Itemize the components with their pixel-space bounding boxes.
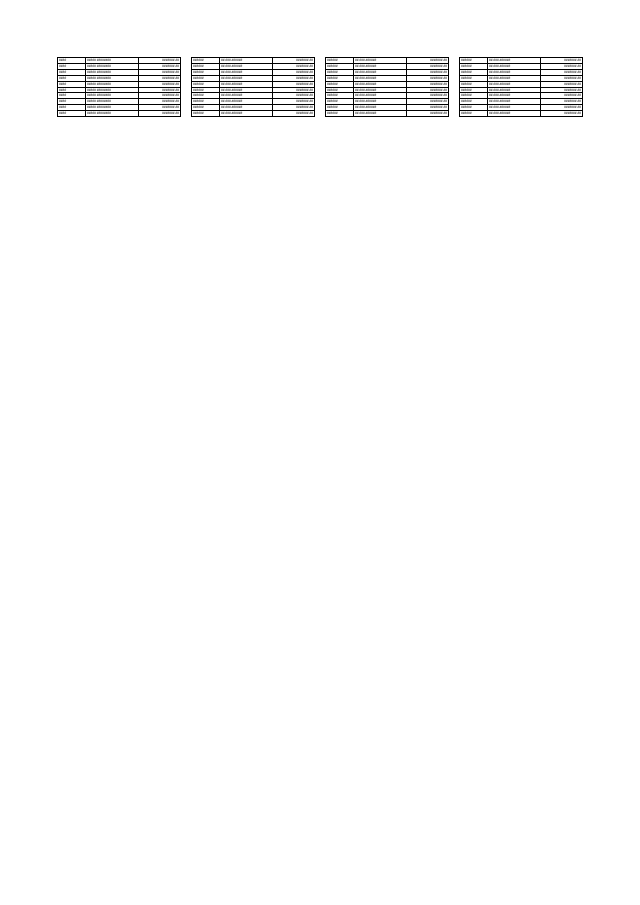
amount-cell: #######.## [139,58,181,64]
amount-cell: #######.## [139,75,181,81]
code-cell: ##.###.###### [354,105,407,111]
amount-cell: #######.## [139,93,181,99]
code-cell: ##.###.###### [354,58,407,64]
row-number-cell: ###### [192,58,220,64]
code-cell: ##.###.###### [354,81,407,87]
code-cell: ##.###.###### [488,81,541,87]
code-cell: ##### ######## [86,58,139,64]
row-number-cell: ###### [192,75,220,81]
row-number-cell: ###### [460,75,488,81]
data-table-panel-4 [459,57,583,117]
table-grid [57,57,583,117]
row-number-cell: #### [58,69,86,75]
row-number-cell: ###### [326,58,354,64]
code-cell: ##.###.###### [488,99,541,105]
row-number-cell: ###### [326,105,354,111]
table-row [192,111,315,117]
code-cell: ##.###.###### [220,75,273,81]
amount-cell: #######.## [273,105,315,111]
amount-cell: #######.## [273,93,315,99]
code-cell: ##.###.###### [220,93,273,99]
code-cell: ##### ######## [86,63,139,69]
amount-cell: #######.## [541,75,583,81]
code-cell: ##.###.###### [220,63,273,69]
code-cell: ##.###.###### [354,87,407,93]
code-cell: ##### ######## [86,99,139,105]
row-number-cell: #### [58,99,86,105]
row-number-cell: #### [58,75,86,81]
row-number-cell: ###### [326,87,354,93]
code-cell: ##### ######## [86,105,139,111]
row-number-cell: ###### [326,93,354,99]
data-table-panel-2 [191,57,315,117]
row-number-cell: #### [58,58,86,64]
amount-cell: #######.## [541,58,583,64]
row-number-cell: ###### [460,105,488,111]
code-cell: ##.###.###### [220,111,273,117]
code-cell: ##.###.###### [220,105,273,111]
amount-cell: #######.## [541,111,583,117]
row-number-cell: ###### [460,99,488,105]
code-cell: ##.###.###### [220,87,273,93]
data-table [57,57,181,117]
amount-cell: #######.## [273,81,315,87]
row-number-cell: ###### [460,58,488,64]
row-number-cell: ###### [326,81,354,87]
amount-cell: #######.## [139,63,181,69]
row-number-cell: ###### [460,87,488,93]
amount-cell: #######.## [139,69,181,75]
amount-cell: #######.## [407,58,449,64]
amount-cell: #######.## [139,105,181,111]
row-number-cell: ###### [192,81,220,87]
row-number-cell: ###### [460,63,488,69]
code-cell: ##.###.###### [220,58,273,64]
amount-cell: #######.## [407,69,449,75]
amount-cell: #######.## [273,69,315,75]
code-cell: ##.###.###### [354,63,407,69]
data-table-panel-1 [57,57,181,117]
code-cell: ##.###.###### [220,69,273,75]
amount-cell: #######.## [407,105,449,111]
amount-cell: #######.## [273,63,315,69]
data-table [191,57,315,117]
row-number-cell: ###### [192,111,220,117]
row-number-cell: ###### [192,69,220,75]
code-cell: ##.###.###### [488,58,541,64]
row-number-cell: #### [58,105,86,111]
code-cell: ##### ######## [86,93,139,99]
amount-cell: #######.## [541,87,583,93]
amount-cell: #######.## [541,63,583,69]
row-number-cell: ###### [192,105,220,111]
row-number-cell: ###### [326,69,354,75]
document-page [57,57,583,849]
row-number-cell: ###### [192,63,220,69]
row-number-cell: ###### [460,69,488,75]
amount-cell: #######.## [273,99,315,105]
code-cell: ##.###.###### [488,105,541,111]
amount-cell: #######.## [541,105,583,111]
code-cell: ##.###.###### [354,75,407,81]
code-cell: ##### ######## [86,75,139,81]
table-row [326,111,449,117]
code-cell: ##.###.###### [488,75,541,81]
amount-cell: #######.## [139,111,181,117]
row-number-cell: ###### [460,81,488,87]
amount-cell: #######.## [139,99,181,105]
row-number-cell: ###### [460,93,488,99]
amount-cell: #######.## [273,111,315,117]
row-number-cell: #### [58,81,86,87]
row-number-cell: #### [58,93,86,99]
amount-cell: #######.## [407,75,449,81]
code-cell: ##.###.###### [488,69,541,75]
code-cell: ##### ######## [86,111,139,117]
data-table-panel-3 [325,57,449,117]
amount-cell: #######.## [541,69,583,75]
amount-cell: #######.## [139,81,181,87]
amount-cell: #######.## [541,81,583,87]
code-cell: ##.###.###### [354,99,407,105]
amount-cell: #######.## [407,87,449,93]
row-number-cell: #### [58,87,86,93]
amount-cell: #######.## [407,93,449,99]
code-cell: ##.###.###### [354,93,407,99]
code-cell: ##.###.###### [354,111,407,117]
row-number-cell: ###### [326,75,354,81]
data-table [459,57,583,117]
row-number-cell: ###### [192,99,220,105]
code-cell: ##.###.###### [488,93,541,99]
row-number-cell: ###### [192,87,220,93]
code-cell: ##.###.###### [354,69,407,75]
table-row [58,111,181,117]
code-cell: ##### ######## [86,69,139,75]
amount-cell: #######.## [407,111,449,117]
row-number-cell: ###### [326,99,354,105]
amount-cell: #######.## [407,63,449,69]
row-number-cell: ###### [192,93,220,99]
amount-cell: #######.## [273,87,315,93]
row-number-cell: #### [58,111,86,117]
row-number-cell: ###### [460,111,488,117]
row-number-cell: #### [58,63,86,69]
code-cell: ##### ######## [86,81,139,87]
data-table [325,57,449,117]
row-number-cell: ###### [326,63,354,69]
amount-cell: #######.## [407,99,449,105]
row-number-cell: ###### [326,111,354,117]
amount-cell: #######.## [407,81,449,87]
code-cell: ##.###.###### [488,87,541,93]
amount-cell: #######.## [541,93,583,99]
amount-cell: #######.## [541,99,583,105]
code-cell: ##### ######## [86,87,139,93]
code-cell: ##.###.###### [220,99,273,105]
amount-cell: #######.## [139,87,181,93]
amount-cell: #######.## [273,58,315,64]
code-cell: ##.###.###### [488,111,541,117]
code-cell: ##.###.###### [220,81,273,87]
table-row [460,111,583,117]
code-cell: ##.###.###### [488,63,541,69]
amount-cell: #######.## [273,75,315,81]
